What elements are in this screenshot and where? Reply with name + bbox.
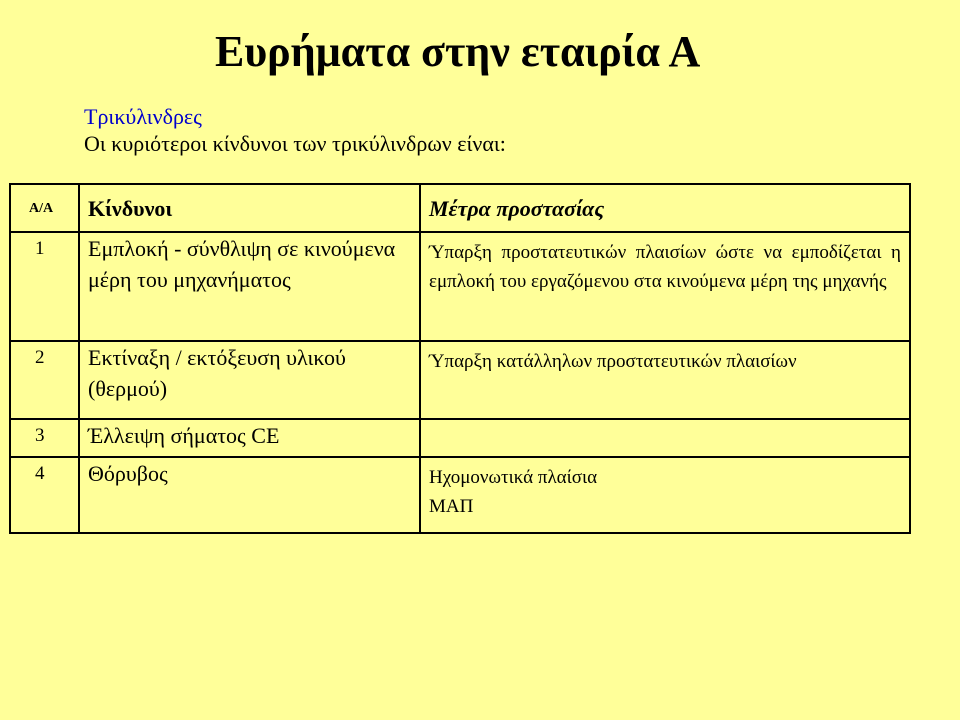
measure-line: ΜΑΠ bbox=[429, 496, 474, 517]
table-row bbox=[10, 457, 910, 533]
slide-title: Ευρήματα στην εταιρία Α bbox=[215, 27, 701, 76]
header-number: Α/Α bbox=[10, 184, 79, 232]
row-number: 3 bbox=[10, 419, 79, 457]
row-measure bbox=[420, 457, 910, 533]
row-measure: Ύπαρξη κατάλληλων προστατευτικών πλαισίων bbox=[420, 341, 910, 419]
row-number: 1 bbox=[10, 232, 79, 341]
row-measure: Ύπαρξη προστατευτικών πλαισίων ώστε να εμποδίζεται η εμπλοκή του εργαζόμενου στα κινούμενα μέρη της μηχανής bbox=[420, 232, 910, 341]
table-row bbox=[10, 341, 910, 419]
table-row bbox=[10, 419, 910, 457]
header-hazard: Κίνδυνοι bbox=[79, 184, 420, 232]
row-measure bbox=[420, 419, 910, 457]
subtitle-text: Οι κυριότεροι κίνδυνοι των τρικύλινδρων είναι: bbox=[84, 131, 506, 156]
findings-table bbox=[9, 183, 911, 534]
row-hazard: Θόρυβος bbox=[79, 457, 420, 533]
row-hazard: Εμπλοκή - σύνθλιψη σε κινούμενα μέρη του μηχανήματος bbox=[79, 232, 420, 341]
row-number: 4 bbox=[10, 457, 79, 533]
measure-line: Ηχομονωτικά πλαίσια bbox=[429, 467, 598, 488]
row-hazard: Εκτίναξη / εκτόξευση υλικού (θερμού) bbox=[79, 341, 420, 419]
table-header-row bbox=[10, 184, 910, 232]
slide-subtitle bbox=[84, 103, 506, 157]
subtitle-heading: Τρικύλινδρες bbox=[84, 104, 202, 129]
header-measure: Μέτρα προστασίας bbox=[420, 184, 910, 232]
row-number: 2 bbox=[10, 341, 79, 419]
table-row bbox=[10, 232, 910, 341]
row-hazard: Έλλειψη σήματος CE bbox=[79, 419, 420, 457]
